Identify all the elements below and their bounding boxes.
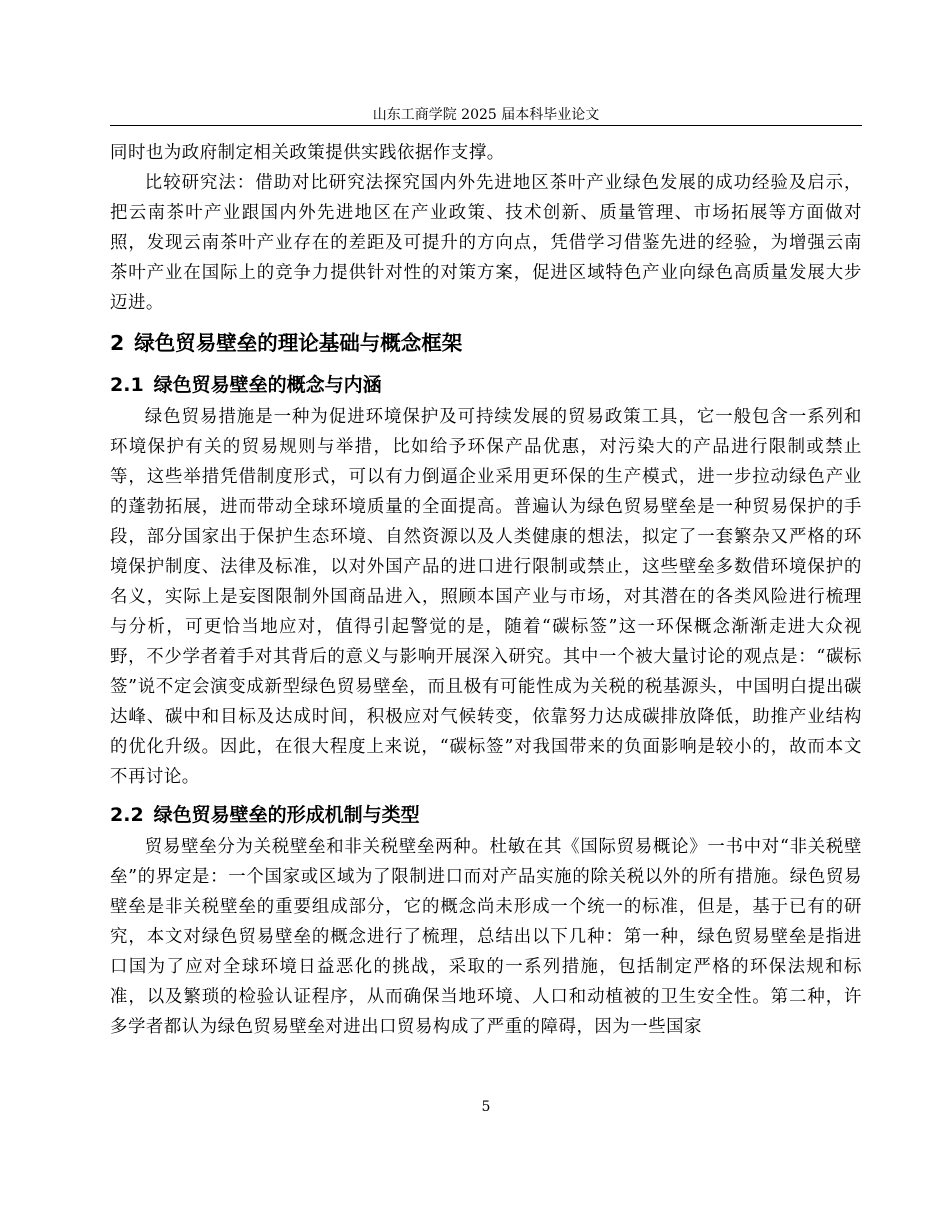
paragraph-mechanism: 贸易壁垒分为关税壁垒和非关税壁垒两种。杜敏在其《国际贸易概论》一书中对“非关税壁垒”的界定是：一个国家或区域为了限制进口而对产品实施的除关税以外的所有措施。绿色贸易壁垒是非关税壁垒的重要组成部分，它的概念尚未形成一个统一的标准，但是，基于已有的研究，本文对绿色贸易壁垒的概念进行了梳理，总结出以下几种：第一种，绿色贸易壁垒是指进口国为了应对全球环境日益恶化的挑战，采取的一系列措施，包括制定严格的环保法规和标准，以及繁琐的检验认证程序，从而确保当地环境、人口和动植被的卫生安全性。第二种，许多学者都认为绿色贸易壁垒对进出口贸易构成了严重的障碍，因为一些国家 [110,837,862,1037]
subsection-title: 绿色贸易壁垒的形成机制与类型 [153,804,420,826]
subsection-number: 2.2 [110,804,144,826]
page-number: 5 [481,1099,491,1115]
paragraph-continuation: 同时也为政府制定相关政策提供实践依据作支撑。 [110,143,505,163]
running-header: 山东工商学院 2025 届本科毕业论文 [372,107,600,123]
section-heading-2 [110,318,862,362]
paragraph-concept: 绿色贸易措施是一种为促进环境保护及可持续发展的贸易政策工具，它一般包含一系列和环境保护有关的贸易规则与举措，比如给予环保产品优惠，对污染大的产品进行限制或禁止等，这些举措凭借制度形式，可以有力倒逼企业采用更环保的生产模式，进一步拉动绿色产业的蓬勃拓展，进而带动全球环境质量的全面提高。普遍认为绿色贸易壁垒是一种贸易保护的手段，部分国家出于保护生态环境、自然资源以及人类健康的想法，拟定了一套繁杂又严格的环境保护制度、法律及标准，以对外国产品的进口进行限制或禁止，这些壁垒多数借环境保护的名义，实际上是妄图限制外国商品进入，照顾本国产业与市场，对其潜在的各类风险进行梳理与分析，可更恰当地应对，值得引起警觉的是，随着“碳标签”这一环保概念渐渐走进大众视野，不少学者着手对其背后的意义与影响开展深入研究。其中一个被大量讨论的观点是：“碳标签”说不定会演变成新型绿色贸易壁垒，而且极有可能性成为关税的税基源头，中国明白提出碳达峰、碳中和目标及达成时间，积极应对气候转变，依靠努力达成碳排放降低，助推产业结构的优化升级。因此，在很大程度上来说，“碳标签”对我国带来的负面影响是较小的，故而本文不再讨论。 [110,407,862,787]
paragraph-comparative-method: 比较研究法：借助对比研究法探究国内外先进地区茶叶产业绿色发展的成功经验及启示，把云南茶叶产业跟国内外先进地区在产业政策、技术创新、质量管理、市场拓展等方面做对照，发现云南茶叶产业存在的差距及可提升的方向点，凭借学习借鉴先进的经验，为增强云南茶叶产业在国际上的竞争力提供针对性的对策方案，促进区域特色产业向绿色高质量发展大步迈进。 [110,173,862,313]
header-divider [110,125,862,126]
subsection-heading-2-2 [110,792,862,832]
section-title: 绿色贸易壁垒的理论基础与概念框架 [134,331,463,355]
section-number: 2 [110,331,125,355]
subsection-title: 绿色贸易壁垒的概念与内涵 [153,374,382,396]
subsection-heading-2-1 [110,362,862,402]
page-body [110,138,862,1042]
subsection-number: 2.1 [110,374,144,396]
